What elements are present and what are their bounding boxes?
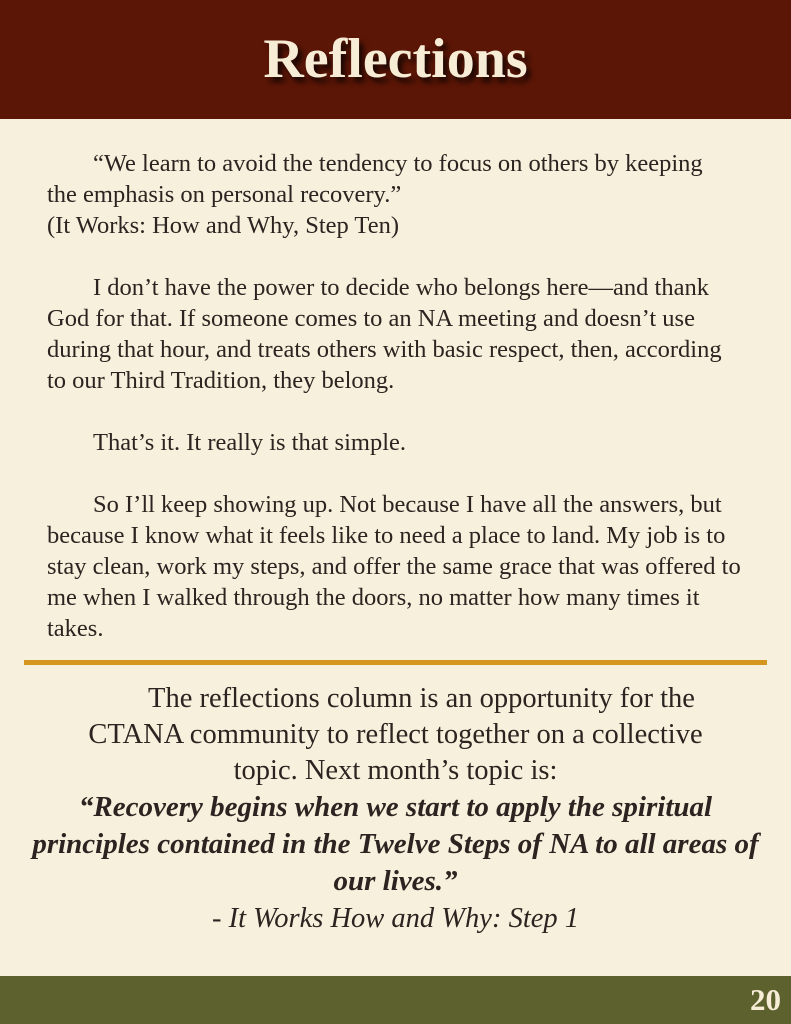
intro-line: The reflections column is an opportunity for the: [148, 683, 695, 714]
page-number: 20: [750, 982, 781, 1017]
paragraph-line: That’s it. It really is that simple.: [93, 429, 406, 456]
body-paragraph: [47, 272, 752, 396]
paragraph-line: me when I walked through the doors, no matter how many times it: [47, 584, 700, 611]
intro-line: topic. Next month’s topic is:: [233, 755, 558, 786]
topic-quote-line: our lives.”: [333, 865, 458, 897]
article-body: [47, 148, 752, 644]
page-footer: [0, 976, 791, 1024]
column-note: [30, 681, 761, 938]
quote-paragraph: [47, 148, 752, 241]
paragraph-line: during that hour, and treats others with basic respect, then, according: [47, 336, 722, 363]
paragraph-line: So I’ll keep showing up. Not because I have all the answers, but: [93, 491, 722, 518]
body-paragraph: [47, 489, 752, 644]
body-paragraph: [47, 427, 752, 458]
page-header: [0, 0, 791, 119]
topic-quote-line: principles contained in the Twelve Steps of NA to all areas of: [32, 828, 759, 860]
section-divider: [24, 660, 767, 665]
intro-line: CTANA community to reflect together on a collective: [88, 719, 703, 750]
paragraph-line: because I know what it feels like to need a place to land. My job is to: [47, 522, 726, 549]
quote-citation: (It Works: How and Why, Step Ten): [47, 212, 399, 239]
quote-line: “We learn to avoid the tendency to focus on others by keeping: [93, 150, 703, 177]
topic-quote-line: “Recovery begins when we start to apply the spiritual: [78, 791, 713, 823]
paragraph-line: to our Third Tradition, they belong.: [47, 367, 395, 394]
paragraph-line: stay clean, work my steps, and offer the same grace that was offered to: [47, 553, 741, 580]
topic-source: - It Works How and Why: Step 1: [211, 903, 580, 934]
paragraph-line: I don’t have the power to decide who belongs here—and thank: [93, 274, 709, 301]
page-title: Reflections: [263, 28, 528, 90]
paragraph-line: takes.: [47, 615, 104, 642]
quote-line: the emphasis on personal recovery.”: [47, 181, 402, 208]
paragraph-line: God for that. If someone comes to an NA meeting and doesn’t use: [47, 305, 695, 332]
topic-quote: [30, 789, 761, 900]
column-intro: [30, 681, 761, 789]
